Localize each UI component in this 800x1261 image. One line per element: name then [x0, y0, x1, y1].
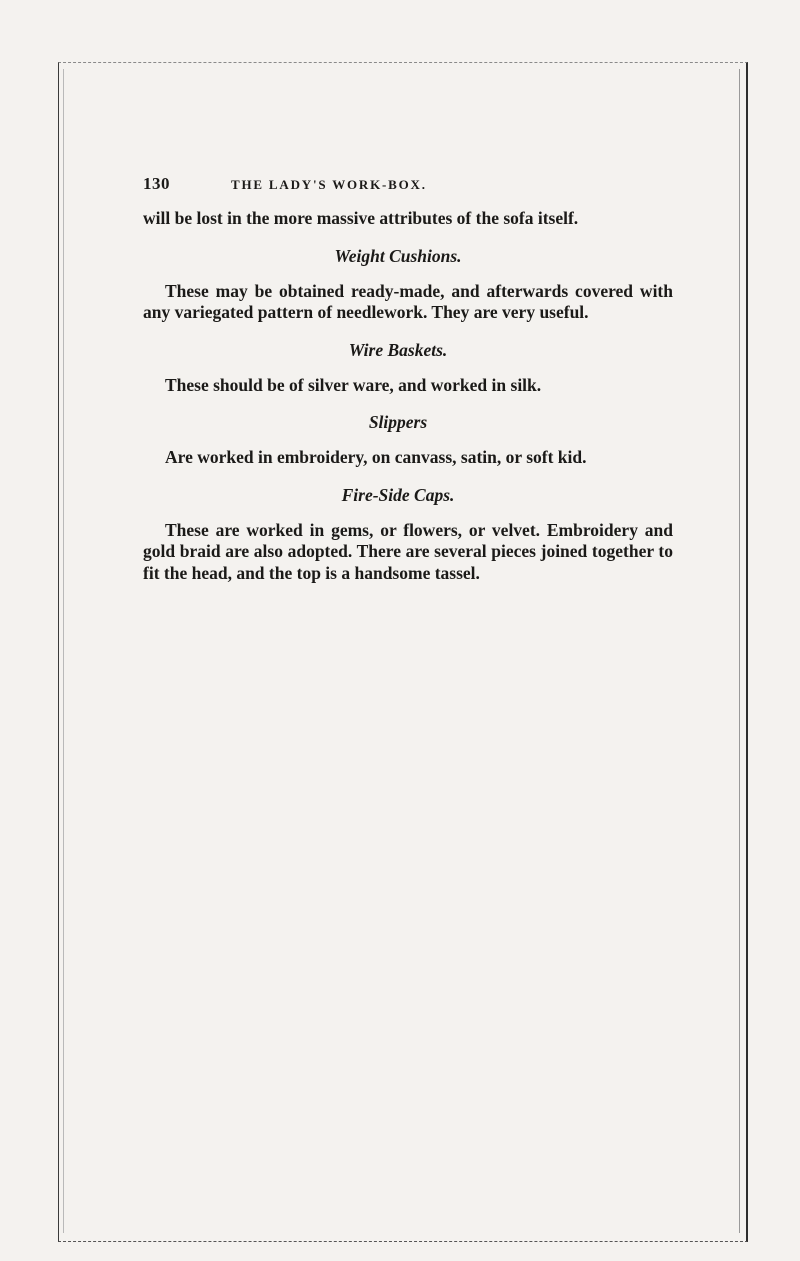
paragraph-slippers: Are worked in embroidery, on canvass, satin, or soft kid. [165, 447, 587, 467]
paragraph-continuation: will be lost in the more massive attributes of the sofa itself. [143, 208, 579, 228]
page-number: 130 [143, 174, 170, 193]
paragraph-weight-cushions: These may be obtained ready-made, and afterwards covered with any variegated pattern of needlework. They are very useful. [143, 280, 673, 322]
running-title: THE LADY'S WORK-BOX. [231, 177, 427, 192]
page-content [143, 174, 673, 584]
paragraph-wire-baskets: These should be of silver ware, and worked in silk. [165, 374, 542, 395]
running-head [143, 174, 673, 198]
heading-slippers: Slippers [368, 412, 428, 432]
paragraph-fire-side-caps: These are worked in gems, or flowers, or velvet. Embroidery and gold braid are also adopted. There are several pieces joined together to fit the head, and the top is a handsome tassel. [143, 519, 673, 583]
heading-fire-side-caps: Fire-Side Caps. [341, 484, 455, 505]
heading-weight-cushions: Weight Cushions. [334, 245, 462, 266]
heading-wire-baskets: Wire Baskets. [348, 339, 448, 360]
